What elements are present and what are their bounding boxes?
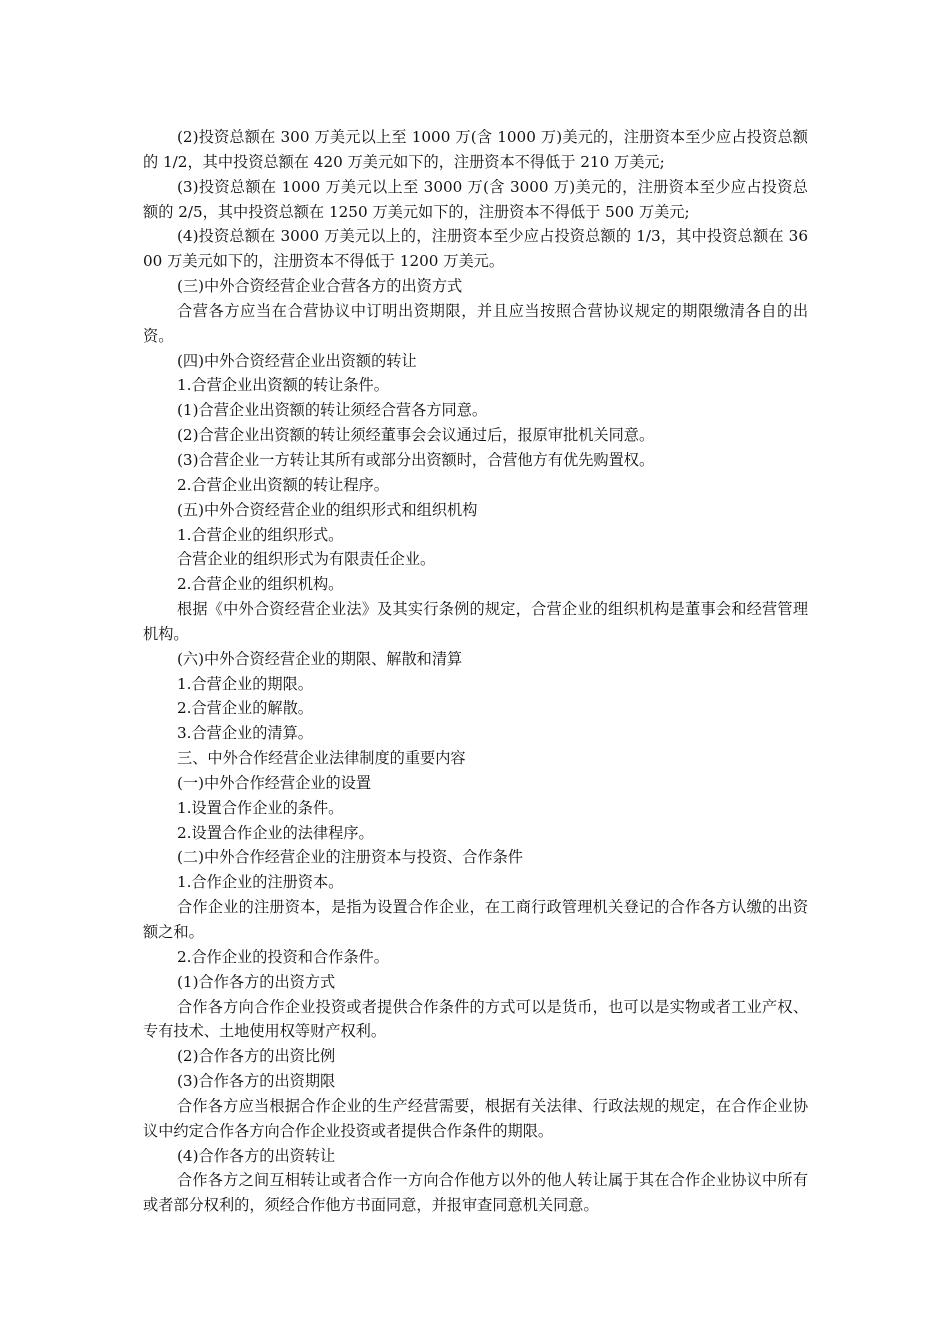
list-item: (2)合营企业出资额的转让须经董事会会议通过后，报原审批机关同意。 [177,426,655,445]
paragraph: (4)投资总额在 3000 万美元以上的，注册资本至少应占投资总额的 1/3，其中投资总额在 3600 万美元如下的，注册资本不得低于 1200 万美元。 [143,227,808,271]
section-heading: (一)中外合作经营企业的设置 [177,773,372,792]
paragraph: 合营企业的组织形式为有限责任企业。 [177,550,436,569]
paragraph: (3)投资总额在 1000 万美元以上至 3000 万(含 3000 万)美元的，注册资本至少应占投资总额的 2/5，其中投资总额在 1250 万美元如下的，注册资本不得低于 500 万美元; [143,177,808,221]
paragraph: 合作各方向合作企业投资或者提供合作条件的方式可以是货币，也可以是实物或者工业产权、专有技术、土地使用权等财产权利。 [143,997,808,1041]
subheading: 2.合营企业出资额的转让程序。 [177,475,389,494]
subheading: 2.合营企业的解散。 [177,699,313,718]
document-body [143,125,808,1218]
list-item: (4)合作各方的出资转让 [177,1146,336,1165]
paragraph: 合作各方应当根据合作企业的生产经营需要，根据有关法律、行政法规的规定，在合作企业协议中约定合作各方向合作企业投资或者提供合作条件的期限。 [143,1096,808,1140]
chapter-heading: 三、中外合作经营企业法律制度的重要内容 [177,749,466,768]
list-item: (1)合作各方的出资方式 [177,972,336,991]
section-heading: (二)中外合作经营企业的注册资本与投资、合作条件 [177,848,523,867]
subheading: 1.合营企业出资额的转让条件。 [177,376,389,395]
section-heading: (六)中外合资经营企业的期限、解散和清算 [177,649,463,668]
subheading: 1.合营企业的组织形式。 [177,525,344,544]
subheading: 3.合营企业的清算。 [177,724,313,743]
paragraph: 合作企业的注册资本，是指为设置合作企业，在工商行政管理机关登记的合作各方认缴的出资额之和。 [143,898,808,941]
section-heading: (五)中外合资经营企业的组织形式和组织机构 [177,500,478,519]
section-heading: (三)中外合资经营企业合营各方的出资方式 [177,277,463,296]
paragraph: 根据《中外合资经营企业法》及其实行条例的规定，合营企业的组织机构是董事会和经营管理机构。 [143,600,808,643]
subheading: 2.设置合作企业的法律程序。 [177,823,374,842]
subheading: 1.合作企业的注册资本。 [177,873,344,892]
list-item: (2)合作各方的出资比例 [177,1047,336,1066]
subheading: 1.合营企业的期限。 [177,674,313,693]
paragraph: 合作各方之间互相转让或者合作一方向合作他方以外的他人转让属于其在合作企业协议中所有或者部分权利的，须经合作他方书面同意，并报审查同意机关同意。 [143,1171,808,1215]
section-heading: (四)中外合资经营企业出资额的转让 [177,351,417,370]
paragraph: 合营各方应当在合营协议中订明出资期限，并且应当按照合营协议规定的期限缴清各自的出资。 [143,301,808,345]
subheading: 1.设置合作企业的条件。 [177,798,344,817]
list-item: (3)合作各方的出资期限 [177,1072,336,1091]
list-item: (1)合营企业出资额的转让须经合营各方同意。 [177,401,488,420]
subheading: 2.合营企业的组织机构。 [177,575,344,594]
subheading: 2.合作企业的投资和合作条件。 [177,947,389,966]
paragraph: (2)投资总额在 300 万美元以上至 1000 万(含 1000 万)美元的，注册资本至少应占投资总额的 1/2，其中投资总额在 420 万美元如下的，注册资本不得低于 210 万美元; [143,128,808,171]
list-item: (3)合营企业一方转让其所有或部分出资额时，合营他方有优先购置权。 [177,450,655,469]
